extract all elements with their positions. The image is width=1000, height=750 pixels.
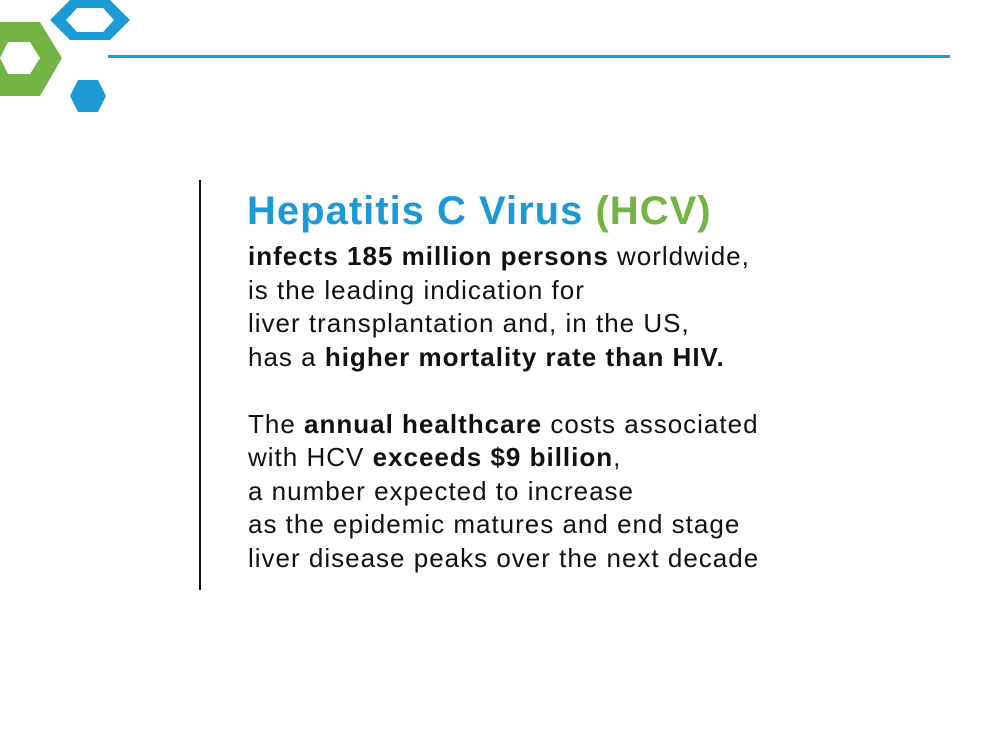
p1-line-4 [248, 341, 948, 375]
blue-hexagon-small [70, 80, 106, 112]
p2-l1-pre: The [248, 408, 305, 439]
p2-l2-pre: with HCV [248, 442, 373, 472]
p2-l2-rest: , [613, 442, 622, 472]
header-rule [108, 55, 950, 58]
p2-l1-rest: costs associated [542, 408, 759, 439]
green-hexagon [0, 22, 62, 96]
p1-line-3: liver transplantation and, in the US, [248, 308, 690, 338]
p1-l1-bold: infects 185 million persons [248, 241, 609, 271]
p2-line-3: a number expected to increase [248, 475, 634, 506]
p2-line-4: as the epidemic matures and end stage [248, 509, 741, 539]
title-main: Hepatitis C Virus [247, 189, 584, 233]
vertical-divider [199, 180, 201, 590]
title-abbr: (HCV) [595, 189, 712, 233]
p1-l1-rest: worldwide, [608, 241, 750, 271]
p1-l4-bold: higher mortality rate than HIV. [324, 341, 725, 372]
p1-l4-pre: has a [248, 341, 325, 372]
p2-line-2 [248, 441, 948, 475]
body-text [248, 240, 948, 575]
p2-line-1 [248, 408, 948, 442]
p2-line-5: liver disease peaks over the next decade [248, 542, 760, 573]
p1-line-2: is the leading indication for [248, 274, 585, 305]
p1-line-1 [248, 240, 948, 274]
paragraph-gap [248, 374, 948, 408]
slide-title [247, 185, 712, 237]
blue-hexagon-large [50, 0, 130, 40]
hexagon-cluster-icon [0, 0, 140, 120]
p2-l1-bold: annual healthcare [304, 408, 543, 439]
p2-l2-bold: exceeds $9 billion [372, 442, 614, 472]
